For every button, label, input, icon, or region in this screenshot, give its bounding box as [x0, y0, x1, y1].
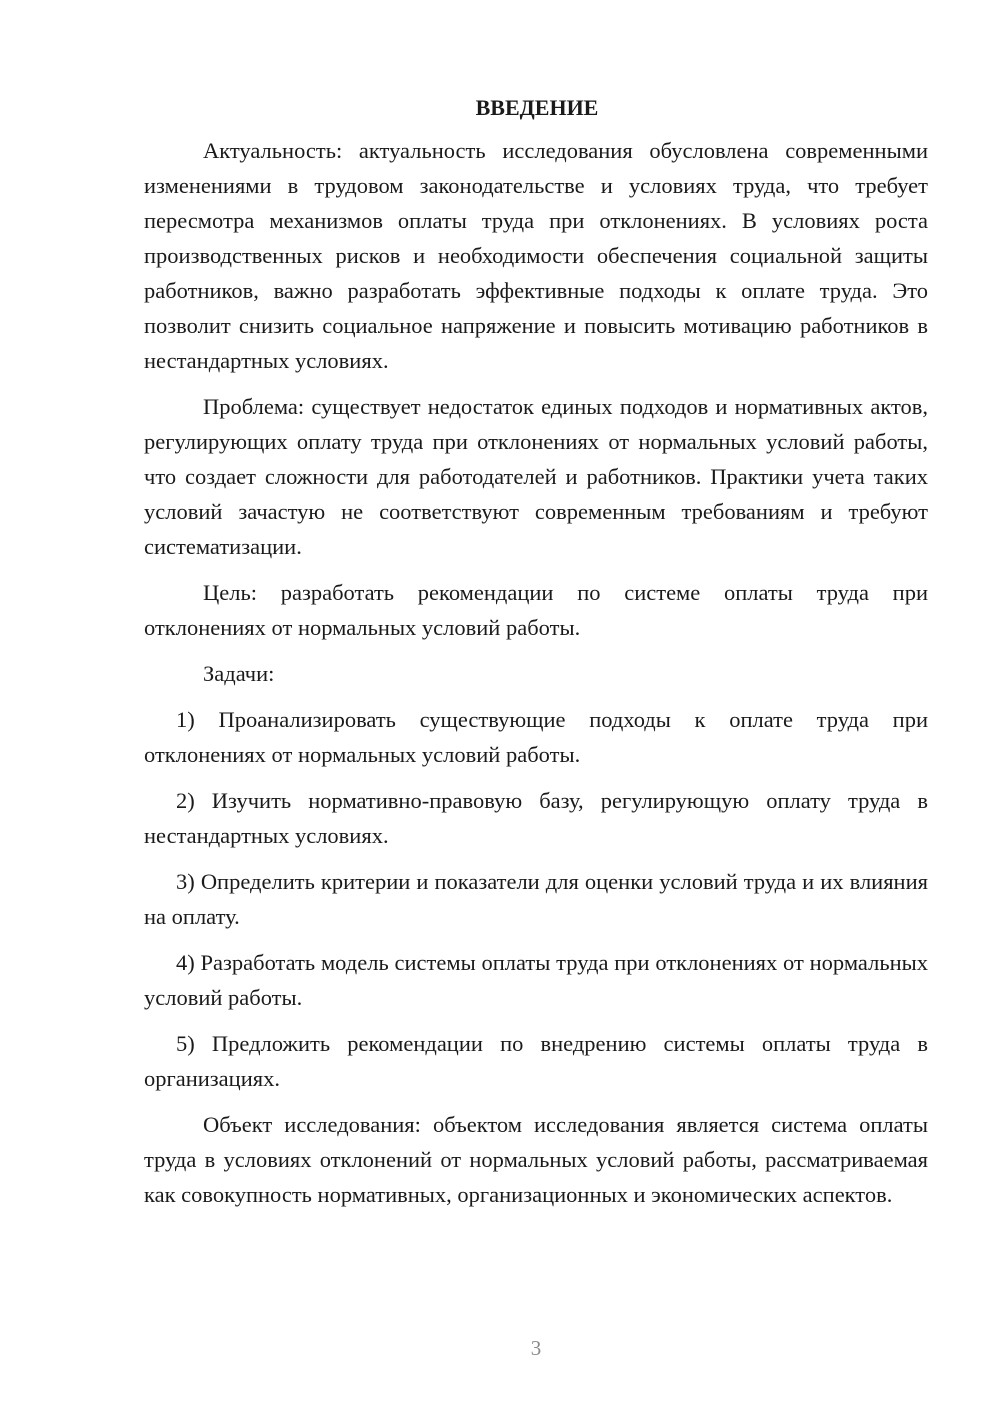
task-item: 1) Проанализировать существующие подходы к оплате труда при отклонениях от нормальных условий работы.: [144, 707, 928, 767]
object-paragraph: Объект исследования: объектом исследования является система оплаты труда в условиях отклонений от нормальных условий работы, рассматриваемая как совокупность нормативных, организационных и экономических аспектов.: [144, 1112, 928, 1207]
problem-paragraph: Проблема: существует недостаток единых подходов и нормативных актов, регулирующих оплату труда при отклонениях от нормальных условий работы, что создает сложности для работодателей и работников. Практики учета таких условий зачастую не соответствуют современным требованиям и требуют систематизации.: [144, 394, 928, 559]
document-page: [144, 90, 928, 1223]
tasks-label: Задачи:: [203, 661, 275, 686]
section-heading: ВВЕДЕНИЕ: [475, 95, 599, 120]
goal-paragraph: Цель: разработать рекомендации по системе оплаты труда при отклонениях от нормальных условий работы.: [144, 580, 928, 640]
relevance-paragraph: Актуальность: актуальность исследования обусловлена современными изменениями в трудовом законодательстве и условиях труда, что требует пересмотра механизмов оплаты труда при отклонениях. В условиях роста производственных рисков и необходимости обеспечения социальной защиты работников, важно разработать эффективные подходы к оплате труда. Это позволит снизить социальное напряжение и повысить мотивацию работников в нестандартных условиях.: [144, 138, 928, 373]
task-item: 3) Определить критерии и показатели для оценки условий труда и их влияния на оплату.: [144, 869, 928, 929]
task-item: 2) Изучить нормативно-правовую базу, регулирующую оплату труда в нестандартных условиях.: [144, 788, 928, 848]
task-item: 5) Предложить рекомендации по внедрению системы оплаты труда в организациях.: [144, 1031, 928, 1091]
task-item: 4) Разработать модель системы оплаты труда при отклонениях от нормальных условий работы.: [144, 950, 928, 1010]
page-number: 3: [530, 1336, 542, 1360]
